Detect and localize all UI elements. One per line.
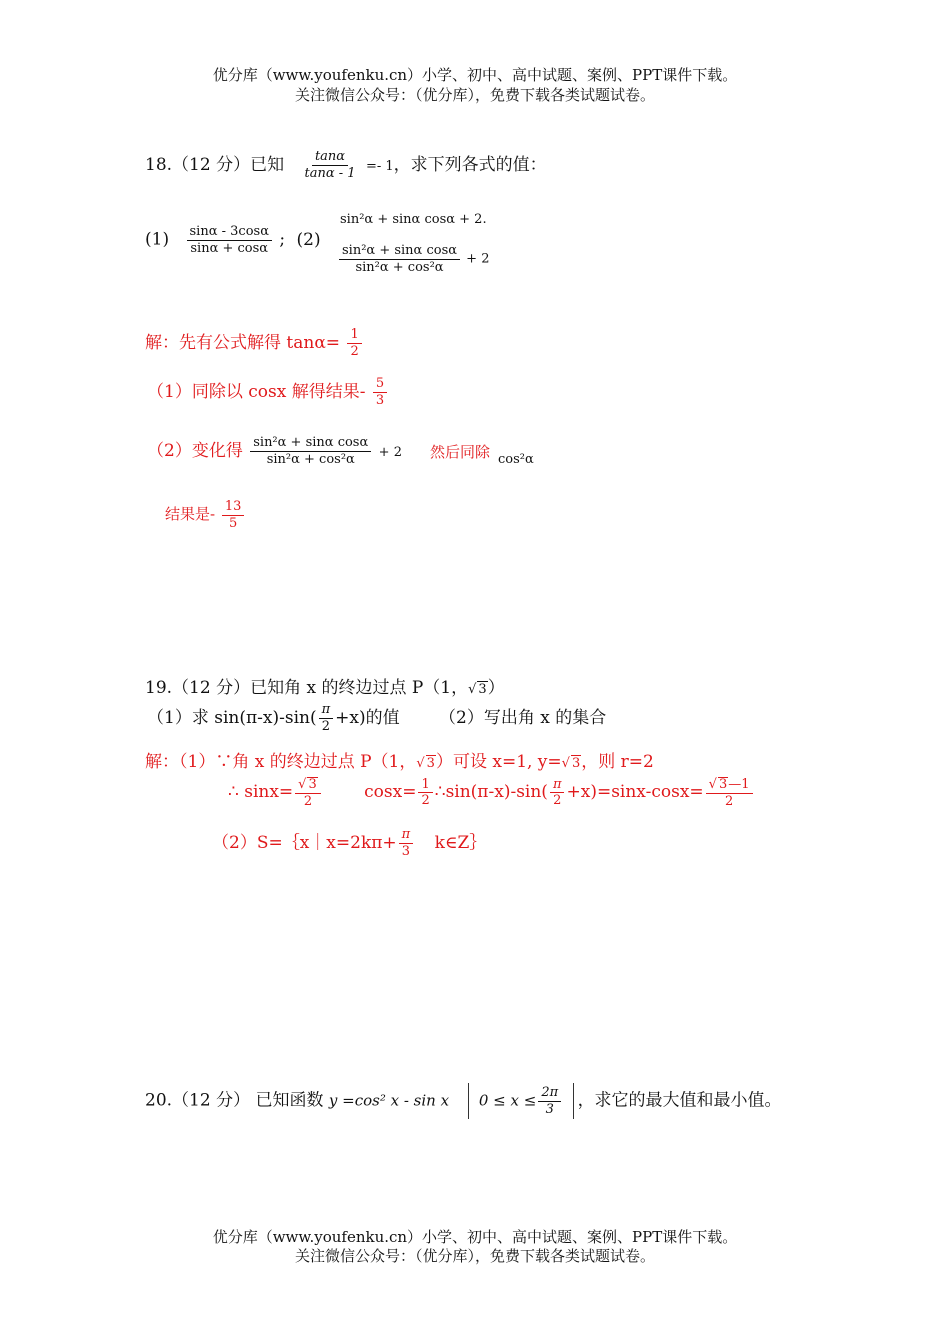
q19-part1-fraction — [319, 703, 334, 733]
q19-l2-pi-two: 2 — [553, 793, 562, 809]
q19-sol-b: ）可设 x=1, y= — [435, 752, 562, 772]
q19-solution-line2 — [228, 777, 755, 808]
q18-solution-fraction — [347, 328, 361, 358]
q18-solution-denominator: 2 — [350, 344, 359, 359]
q18-step2 — [147, 436, 402, 467]
q20-domain-left: 0 ≤ x ≤ — [478, 1091, 537, 1110]
q19-result-fraction — [706, 777, 753, 808]
q19-set-fraction — [399, 828, 414, 858]
q19-set-pi: π — [399, 828, 414, 844]
q18-part2-label: (2) — [296, 229, 321, 250]
q19-parts — [147, 703, 606, 734]
q19-part2: （2）写出角 x 的集合 — [439, 708, 607, 728]
q19-sol-a: 解：（1）∵角 x 的终边过点 P（1， — [145, 752, 417, 772]
q19-sol-sqrt1-radicand: 3 — [426, 756, 435, 771]
q19-s2b: k∈Z｝ — [434, 833, 487, 853]
q19-sol-sqrt2: √ 3 — [561, 756, 581, 771]
q19-sinx-fraction — [295, 777, 321, 808]
q18-part2-denominator: sin²α + cos²α — [355, 259, 444, 275]
q19-s2a: （2）S=｛x｜x=2kπ+ — [212, 833, 397, 853]
q19-sqrt-radicand: 3 — [478, 682, 487, 697]
q18-step1-fraction — [373, 377, 387, 407]
q18-part1-numerator: sinα - 3cosα — [187, 225, 272, 241]
q19-sqrt: √ 3 — [468, 682, 487, 697]
q19-result-denominator: 2 — [724, 793, 734, 809]
q19-result-radicand: 3 — [718, 777, 728, 792]
footer-line-1: 优分库（www.youfenku.cn）小学、初中、高中试题、案例、PPT课件下载。 — [212, 1228, 738, 1246]
q18-result-text: 结果是- — [165, 505, 216, 524]
q19-l2-pi-fraction — [550, 778, 565, 808]
q18-stem — [145, 150, 547, 181]
q18-part1-fraction — [187, 225, 272, 255]
q19-close: ） — [487, 678, 505, 698]
q19-sol-c: ，则 r=2 — [581, 752, 654, 772]
q20-domain-numerator: 2π — [538, 1086, 561, 1102]
q18-step1-denominator: 3 — [375, 393, 385, 408]
q19-sol-sqrt2-radicand: 3 — [571, 756, 581, 771]
q18-step1-text: （1）同除以 cosx 解得结果- — [147, 382, 366, 402]
q20-function: y =cos² x - sin x — [328, 1091, 450, 1110]
q19-l2a: ∴ sinx= — [228, 782, 294, 803]
q18-part2-numerator: sin²α + sinα cosα — [339, 244, 460, 260]
q18-step2-fraction — [250, 436, 371, 466]
q18-prefix: 18.（12 分）已知 — [145, 155, 285, 175]
q19-result-minus-one: —1 — [728, 777, 750, 792]
q18-part2-tail: + 2 — [466, 251, 490, 267]
q20-right-bracket — [573, 1083, 574, 1119]
q18-result-fraction — [222, 500, 245, 530]
q19-solution-part2 — [212, 828, 486, 859]
q18-result-denominator: 5 — [228, 515, 238, 531]
q18-solution-text: 解：先有公式解得 tanα= — [145, 333, 341, 353]
q18-part2-form — [337, 244, 489, 274]
q19-l2c: ∴sin(π-x)-sin( — [434, 782, 548, 803]
q18-part2-expression: sin²α + sinα cosα + 2. — [340, 212, 487, 227]
q20-left-bracket — [468, 1083, 469, 1119]
q18-step2-tail: + 2 — [378, 445, 402, 460]
q19-cosx-fraction — [418, 778, 432, 808]
q18-part2-fraction — [339, 244, 460, 274]
q19-sinx-numerator: √ 3 — [295, 777, 321, 794]
q18-given-numerator: tanα — [312, 150, 348, 166]
q19-set-three: 3 — [401, 844, 411, 859]
q18-step2-text: （2）变化得 — [147, 441, 243, 461]
footer-line-2: 关注微信公众号：（优分库），免费下载各类试题试卷。 — [294, 1247, 655, 1265]
q19-l2-pi: π — [550, 778, 565, 794]
q18-step2-numerator: sin²α + sinα cosα — [250, 436, 371, 452]
q20-stem — [145, 1083, 782, 1119]
q18-given-fraction — [301, 150, 358, 180]
q18-given-denominator: tanα - 1 — [304, 166, 356, 181]
q18-step1 — [147, 377, 389, 408]
q18-semicolon: ; — [279, 229, 286, 250]
q19-part1-a: （1）求 sin(π-x)-sin( — [147, 708, 317, 728]
q18-step1-numerator: 5 — [373, 377, 387, 393]
q19-cosx-numerator: 1 — [418, 778, 432, 794]
q20-domain-denominator: 3 — [545, 1101, 554, 1117]
q18-part1-label: (1) — [145, 229, 170, 250]
q19-sinx-denominator: 2 — [303, 793, 313, 809]
q18-solution — [145, 328, 364, 359]
q19-stem — [145, 673, 505, 698]
q20-ask: ，求它的最大值和最小值。 — [577, 1090, 782, 1111]
q18-step2-then: 然后同除 — [430, 443, 491, 461]
header-line-1: 优分库（www.youfenku.cn）小学、初中、高中试题、案例、PPT课件下载。 — [212, 66, 738, 84]
header-line-2: 关注微信公众号：（优分库），免费下载各类试题试卷。 — [294, 86, 655, 104]
q19-part1-pi: π — [319, 703, 334, 719]
q19-solution-line1 — [145, 747, 654, 772]
q18-ask: ，求下列各式的值： — [393, 155, 547, 175]
q18-result — [165, 500, 246, 530]
q18-given-rhs: =- 1 — [365, 159, 394, 174]
q18-step2-divisor: cos²α — [498, 452, 534, 467]
q20-prefix: 20.（12 分） 已知函数 — [145, 1090, 324, 1111]
q19-sol-sqrt1: √ 3 — [416, 756, 435, 771]
q19-cosx-denominator: 2 — [421, 793, 430, 809]
q18-result-numerator: 13 — [222, 500, 245, 516]
q19-part1-b: +x)的值 — [335, 708, 400, 728]
q19-prefix: 19.（12 分）已知角 x 的终边过点 P（1， — [145, 678, 469, 698]
q20-domain-fraction — [538, 1086, 561, 1116]
q19-sinx-radicand: 3 — [308, 777, 317, 792]
q19-result-numerator: √ 3—1 — [706, 777, 753, 794]
q18-part1-denominator: sinα + cosα — [190, 240, 269, 256]
q19-l2b: cosx= — [364, 782, 417, 803]
q18-step2-denominator: sin²α + cos²α — [266, 452, 355, 467]
q19-part1-two: 2 — [321, 719, 330, 734]
q19-l2d: +x)=sinx-cosx= — [566, 782, 704, 803]
q18-solution-numerator: 1 — [347, 328, 361, 344]
q18-part1 — [145, 225, 321, 255]
